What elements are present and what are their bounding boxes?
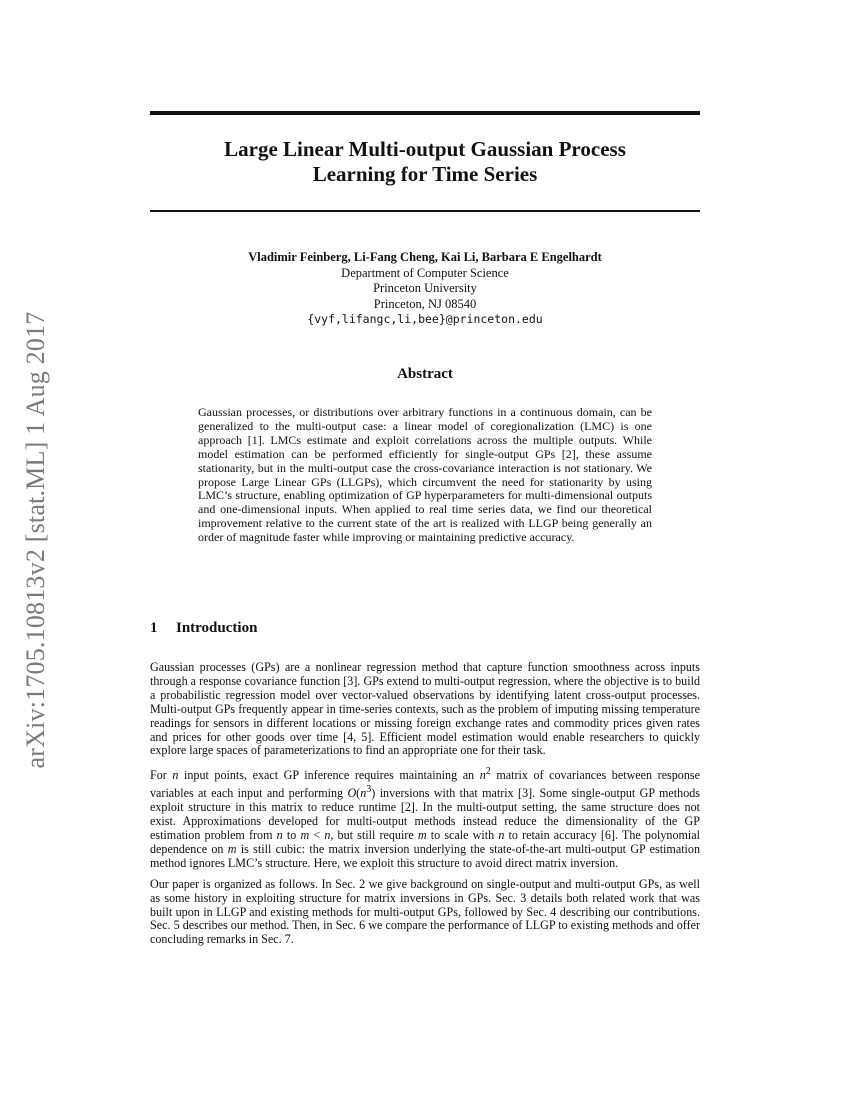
math-n: n: [324, 828, 331, 843]
math-m: m: [417, 828, 427, 843]
paragraph-2: [150, 765, 700, 870]
abstract-heading: Abstract: [397, 366, 453, 382]
math-superscript: 3: [366, 784, 372, 796]
introduction-body: [150, 661, 700, 954]
math-big-o: O: [347, 786, 357, 801]
section-heading: [150, 620, 700, 637]
author-names: Vladimir Feinberg, Li-Fang Cheng, Kai Li, Barbara E Engelhardt: [248, 250, 602, 264]
text-run: to: [282, 828, 301, 843]
author-block: [150, 250, 700, 328]
paragraph-3: Our paper is organized as follows. In Sec. 2 we give background on single-output and multi-output GPs, as well as some history in exploiting structure for matrix inversions in GPs. Sec. 3 details both related work that was built upon in LLGP and existing methods for multi-output GPs, followed by Sec. 4 describing our contributions. Sec. 5 describes our method. Then, in Sec. 6 we compare the performance of LLGP to existing methods and offer concluding remarks in Sec. 7.: [150, 876, 700, 947]
math-less-than: <: [309, 828, 325, 843]
title-top-rule: [150, 111, 700, 115]
math-n: n: [498, 828, 505, 843]
math-paren: (: [356, 786, 361, 801]
text-run: is still cubic: the matrix inversion underlying the state-of-the-art multi-output GP estimation method ignores LMC’s structure. Here, we exploit this structure to avoid direct matrix inversion.: [150, 841, 701, 870]
math-n: n: [479, 768, 486, 783]
math-superscript: 2: [485, 766, 491, 778]
abstract-body: [198, 406, 652, 545]
text-run: matrix of covariances between response variables at each input and performing: [150, 768, 700, 801]
paper-title: [150, 137, 700, 187]
text-run: to retain accuracy [6]. The polynomial dependence on: [150, 828, 701, 856]
text-run: input points, exact GP inference requires maintaining an: [178, 768, 480, 783]
title-line-2: Learning for Time Series: [312, 162, 538, 186]
title-bottom-rule: [150, 210, 700, 212]
math-paren: ): [371, 786, 376, 801]
author-email: {vyf,lifangc,li,bee}@princeton.edu: [307, 312, 543, 326]
math-m: m: [300, 828, 310, 843]
paragraph-1: Gaussian processes (GPs) are a nonlinear regression method that capture function smoothness across inputs through a response covariance function [3]. GPs extend to multi-output regression, where the objective is to build a probabilistic regression model over vector-valued observations by identifying latent cross-output processes. Multi-output GPs frequently appear in time-series contexts, such as the problem of imputing missing temperature readings for sensors in different locations or missing foreign exchange rates and commodity prices given rates and prices for other goods over time [4, 5]. Efficient model estimation would enable researchers to quickly explore large spaces of parameterizations to find an appropriate one for their task.: [150, 660, 700, 758]
math-n: n: [360, 786, 367, 801]
text-run: inversions with that matrix [3]. Some single-output GP methods exploit structure in this matrix to reduce runtime [2]. In the multi-output setting, the same structure does not exist. Approximations developed for multi-output methods instead reduce the dimensionality of the GP estimation problem from: [150, 786, 700, 843]
author-department: Department of Computer Science: [341, 265, 509, 280]
math-m: m: [227, 841, 237, 856]
arxiv-identifier: arXiv:1705.10813v2 [stat.ML] 1 Aug 2017: [21, 311, 50, 769]
section-number: 1: [150, 620, 158, 636]
math-n: n: [172, 768, 179, 783]
math-n: n: [276, 828, 283, 843]
text-run: to scale with: [426, 828, 499, 843]
text-run: For: [150, 768, 173, 783]
abstract-text: Gaussian processes, or distributions over arbitrary functions in a continuous domain, can be generalized to the multi-output case: a linear model of coregionalization (LMC) is one approach [1]. LMCs estimate and exploit correlations across the multiple outputs. While model estimation can be performed efficiently for single-output GPs [2], these assume stationarity, but in the multi-output case the cross-covariance interaction is not stationary. We propose Large Linear GPs (LLGPs), which circumvent the need for stationarity by using LMC’s structure, enabling optimization of GP hyperparameters for multi-dimensional outputs and one-dimensional inputs. When applied to real time series data, we find our theoretical improvement relative to the current state of the art is realized with LLGP being generally an order of magnitude faster while improving or maintaining predictive accuracy.: [198, 405, 652, 545]
author-location: Princeton, NJ 08540: [373, 296, 477, 311]
text-run: , but still require: [330, 828, 418, 843]
section-title: Introduction: [176, 620, 258, 636]
author-university: Princeton University: [373, 281, 477, 295]
title-line-1: Large Linear Multi-output Gaussian Process: [224, 137, 626, 161]
